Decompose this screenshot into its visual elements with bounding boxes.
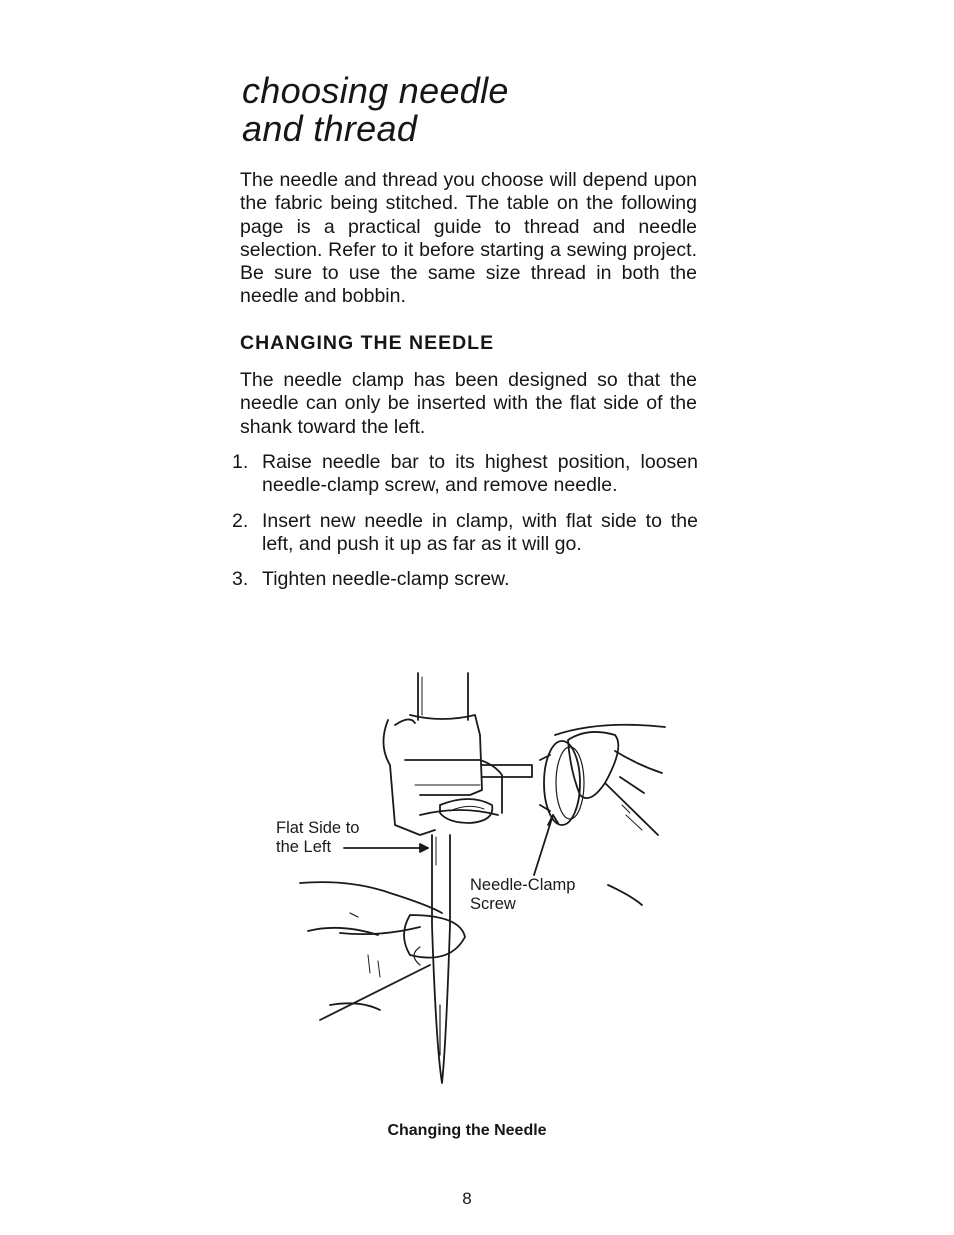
steps-list <box>232 451 698 603</box>
step-number: 3. <box>232 568 249 591</box>
page-title <box>242 72 509 148</box>
needle-illustration <box>270 665 690 1090</box>
screw-label-line-1: Needle-Clamp <box>470 876 576 894</box>
step-number: 2. <box>232 509 249 532</box>
page-number: 8 <box>462 1189 472 1208</box>
flat-side-label <box>276 819 359 857</box>
step-text: Insert new needle in clamp, with flat side to the left, and push it up as far as it will go. <box>262 509 698 555</box>
screw-label-line-2: Screw <box>470 895 516 913</box>
step-text: Tighten needle-clamp screw. <box>262 568 510 591</box>
step-item <box>232 451 698 498</box>
figure-caption: Changing the Needle <box>387 1122 547 1139</box>
needle-clamp-screw-label <box>470 876 575 914</box>
page-title-line-1: choosing needle <box>242 70 509 111</box>
step-item <box>232 510 698 557</box>
section-heading: CHANGING THE NEEDLE <box>240 332 495 354</box>
step-item <box>232 568 698 591</box>
page-title-line-2: and thread <box>242 108 418 149</box>
step-number: 1. <box>232 451 249 473</box>
flat-side-label-line-1: Flat Side to <box>276 819 360 837</box>
clamp-paragraph: The needle clamp has been designed so that the needle can only be inserted with the flat side of the shank toward the left. <box>240 369 697 438</box>
flat-side-label-line-2: the Left <box>276 838 332 856</box>
intro-paragraph: The needle and thread you choose will depend upon the fabric being stitched. The table on the following page is a practical guide to thread and needle selection. Refer to it before starting a sewing project. Be sure to use the same size thread in both the needle and bobbin. <box>240 169 697 308</box>
step-text: Raise needle bar to its highest position, loosen needle-clamp screw, and remove needle. <box>262 451 698 497</box>
